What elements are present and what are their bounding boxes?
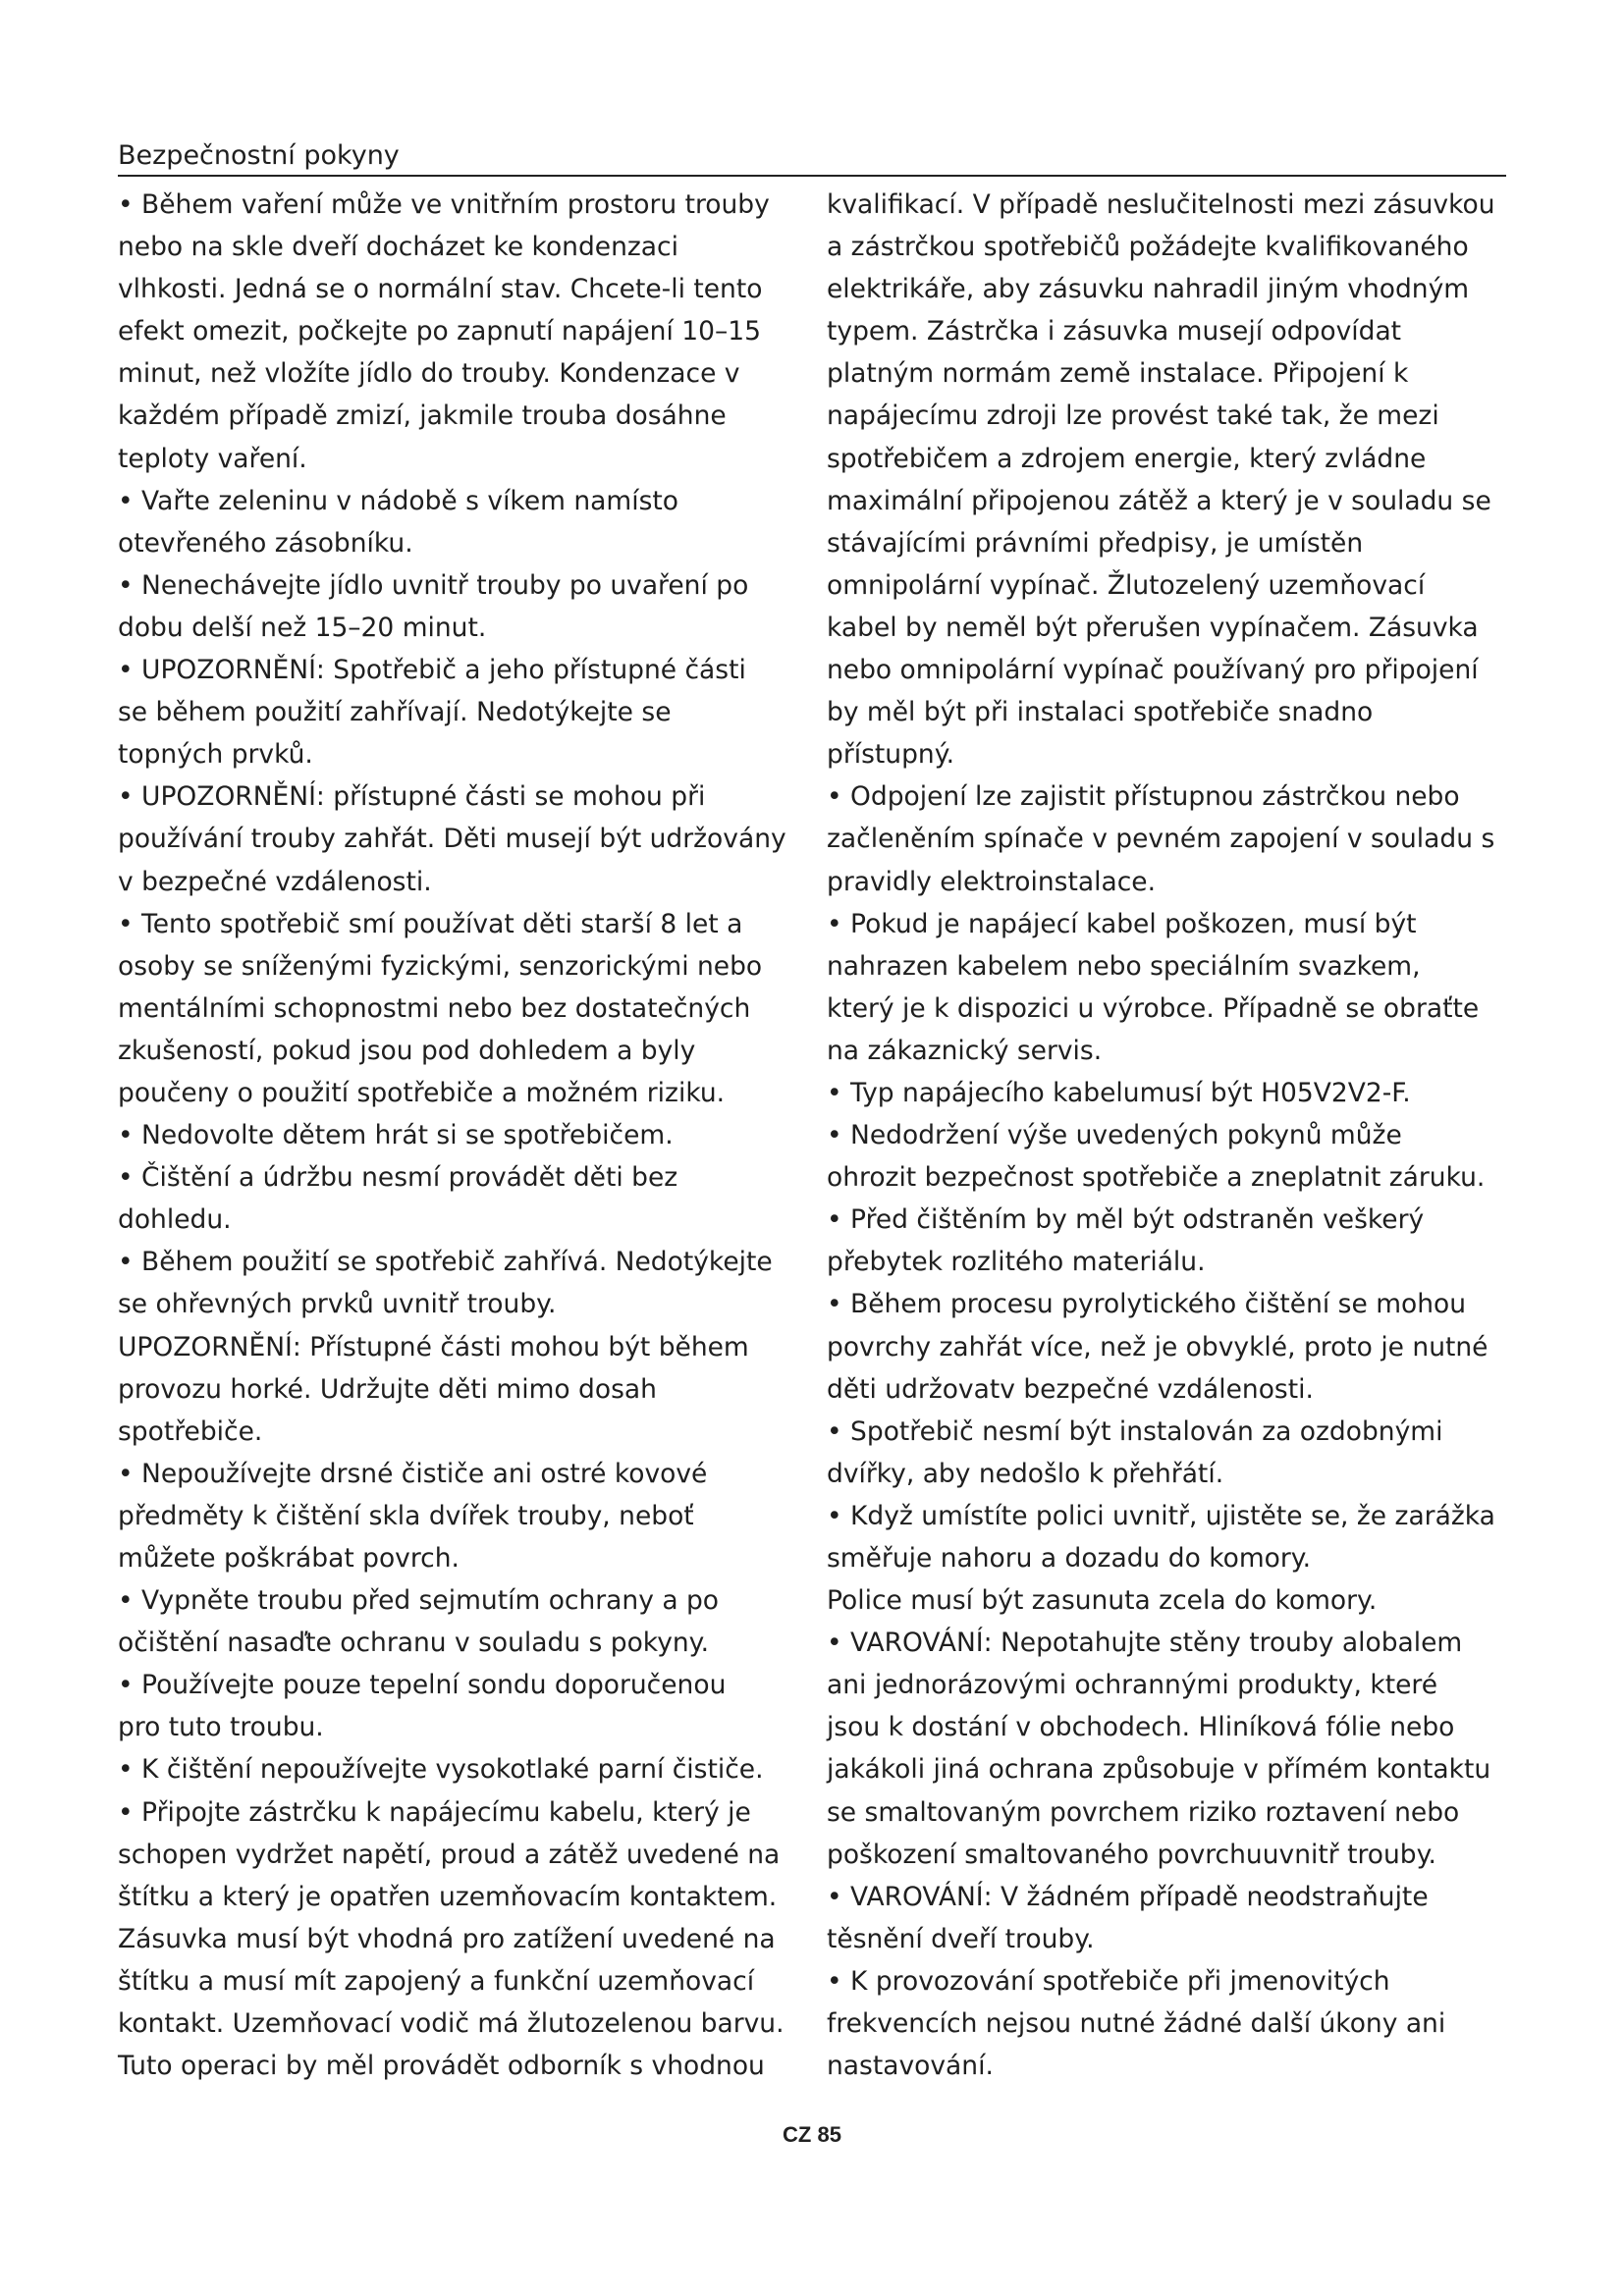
text-line: • Tento spotřebič smí používat děti starší 8 let a bbox=[118, 908, 743, 939]
text-line: • Nepoužívejte drsné čističe ani ostré kovové bbox=[118, 1458, 708, 1489]
text-line: štítku a který je opatřen uzemňovacím kontaktem. bbox=[118, 1881, 778, 1912]
text-line: a zástrčkou spotřebičů požádejte kvalifikovaného bbox=[827, 232, 1469, 263]
text-line: minut, než vložíte jídlo do trouby. Kondenzace v bbox=[118, 358, 740, 390]
text-line: děti udržovatv bezpečné vzdálenosti. bbox=[827, 1373, 1314, 1405]
text-line: přebytek rozlitého materiálu. bbox=[827, 1247, 1206, 1278]
text-line: • Nedovolte dětem hrát si se spotřebičem. bbox=[118, 1120, 674, 1151]
text-line: frekvencích nejsou nutné žádné další úkony ani bbox=[827, 2008, 1446, 2040]
text-line: schopen vydržet napětí, proud a zátěž uvedené na bbox=[118, 1839, 781, 1870]
text-line: omnipolární vypínač. Žlutozelený uzemňovací bbox=[827, 569, 1426, 601]
text-line: kabel by neměl být přerušen vypínačem. Zásuvka bbox=[827, 612, 1479, 643]
text-line: nebo omnipolární vypínač používaný pro připojení bbox=[827, 655, 1479, 686]
text-line: osoby se sníženými fyzickými, senzorickými nebo bbox=[118, 950, 763, 982]
text-line: těsnění dveří trouby. bbox=[827, 1923, 1095, 1954]
text-line: • UPOZORNĚNÍ: přístupné části se mohou při bbox=[118, 781, 706, 813]
text-line: • Vypněte troubu před sejmutím ochrany a po bbox=[118, 1585, 720, 1617]
text-line: dobu delší než 15–20 minut. bbox=[118, 612, 487, 643]
text-line: • UPOZORNĚNÍ: Spotřebič a jeho přístupné části bbox=[118, 655, 746, 686]
text-line: štítku a musí mít zapojený a funkční uzemňovací bbox=[118, 1965, 755, 1997]
page-header bbox=[118, 133, 1506, 177]
text-line: • Typ napájecího kabelumusí být H05V2V2-F. bbox=[827, 1077, 1411, 1108]
text-line: dohledu. bbox=[118, 1204, 232, 1236]
text-line: vlhkosti. Jedná se o normální stav. Chcete-li tento bbox=[118, 274, 763, 305]
text-line: UPOZORNĚNÍ: Přístupné části mohou být během bbox=[118, 1331, 749, 1362]
text-line: jsou k dostání v obchodech. Hliníková fólie nebo bbox=[827, 1712, 1455, 1743]
text-line: se smaltovaným povrchem riziko roztavení nebo bbox=[827, 1796, 1460, 1828]
text-line: používání trouby zahřát. Děti musejí být udržovány bbox=[118, 824, 786, 855]
text-line: Police musí být zasunuta zcela do komory. bbox=[827, 1585, 1378, 1617]
text-line: jakákoli jiná ochrana způsobuje v přímém kontaktu bbox=[827, 1754, 1491, 1786]
page-title: Bezpečnostní pokyny bbox=[118, 140, 400, 171]
text-line: se během použití zahřívají. Nedotýkejte se bbox=[118, 697, 672, 728]
text-line: kvalifikací. V případě neslučitelnosti mezi zásuvkou bbox=[827, 189, 1495, 220]
text-line: směřuje nahoru a dozadu do komory. bbox=[827, 1543, 1312, 1574]
text-line: • Používejte pouze tepelní sondu doporučenou bbox=[118, 1670, 727, 1701]
text-line: • VAROVÁNÍ: Nepotahujte stěny trouby alobalem bbox=[827, 1628, 1463, 1659]
text-line: kontakt. Uzemňovací vodič má žlutozelenou barvu. bbox=[118, 2008, 785, 2040]
text-line: můžete poškrábat povrch. bbox=[118, 1543, 460, 1574]
text-line: provozu horké. Udržujte děti mimo dosah bbox=[118, 1373, 657, 1405]
text-line: očištění nasaďte ochranu v souladu s pokyny. bbox=[118, 1628, 710, 1659]
page-number: CZ 85 bbox=[783, 2122, 841, 2147]
text-line: otevřeného zásobníku. bbox=[118, 527, 413, 559]
text-line: • K provozování spotřebiče při jmenovitých bbox=[827, 1965, 1390, 1997]
text-line: nahrazen kabelem nebo speciálním svazkem, bbox=[827, 950, 1421, 982]
text-line: topných prvků. bbox=[118, 739, 313, 771]
text-line: napájecímu zdroji lze provést také tak, že mezi bbox=[827, 400, 1439, 432]
text-line: • Během použití se spotřebič zahřívá. Nedotýkejte bbox=[118, 1247, 773, 1278]
text-line: maximální připojenou zátěž a který je v souladu se bbox=[827, 485, 1491, 516]
text-line: předměty k čištění skla dvířek trouby, neboť bbox=[118, 1500, 694, 1531]
text-line: • Vařte zeleninu v nádobě s víkem namísto bbox=[118, 485, 678, 516]
text-line: ohrozit bezpečnost spotřebiče a zneplatnit záruku. bbox=[827, 1162, 1486, 1194]
text-line: by měl být při instalaci spotřebiče snadno bbox=[827, 697, 1374, 728]
left-column bbox=[118, 184, 817, 2087]
text-line: Tuto operaci by měl provádět odborník s vhodnou bbox=[118, 2051, 765, 2082]
text-line: • Během vaření může ve vnitřním prostoru trouby bbox=[118, 189, 770, 220]
text-line: nastavování. bbox=[827, 2051, 994, 2082]
text-line: ani jednorázovými ochrannými produkty, které bbox=[827, 1670, 1438, 1701]
text-line: • Pokud je napájecí kabel poškozen, musí být bbox=[827, 908, 1417, 939]
text-line: v bezpečné vzdálenosti. bbox=[118, 866, 432, 897]
text-line: • Připojte zástrčku k napájecímu kabelu, který je bbox=[118, 1796, 751, 1828]
text-line: • Před čištěním by měl být odstraněn veškerý bbox=[827, 1204, 1425, 1236]
text-line: efekt omezit, počkejte po zapnutí napájení 10–15 bbox=[118, 316, 761, 347]
text-line: • K čištění nepoužívejte vysokotlaké parní čističe. bbox=[118, 1754, 764, 1786]
text-line: se ohřevných prvků uvnitř trouby. bbox=[118, 1289, 557, 1320]
text-line: pro tuto troubu. bbox=[118, 1712, 324, 1743]
text-line: poučeny o použití spotřebiče a možném riziku. bbox=[118, 1077, 726, 1108]
text-line: elektrikáře, aby zásuvku nahradil jiným vhodným bbox=[827, 274, 1470, 305]
text-line: zkušeností, pokud jsou pod dohledem a byly bbox=[118, 1035, 696, 1066]
text-line: stávajícími právními předpisy, je umístěn bbox=[827, 527, 1364, 559]
text-line: spotřebiče. bbox=[118, 1415, 263, 1447]
text-line: pravidly elektroinstalace. bbox=[827, 866, 1157, 897]
text-line: dvířky, aby nedošlo k přehřátí. bbox=[827, 1458, 1224, 1489]
text-line: na zákaznický servis. bbox=[827, 1035, 1103, 1066]
text-line: • VAROVÁNÍ: V žádném případě neodstraňujte bbox=[827, 1881, 1429, 1912]
text-line: Zásuvka musí být vhodná pro zatížení uvedené na bbox=[118, 1923, 776, 1954]
text-line: teploty vaření. bbox=[118, 443, 307, 474]
text-line: nebo na skle dveří docházet ke kondenzaci bbox=[118, 232, 678, 263]
text-line: • Nenechávejte jídlo uvnitř trouby po uvaření po bbox=[118, 569, 749, 601]
text-line: • Nedodržení výše uvedených pokynů může bbox=[827, 1120, 1402, 1151]
text-line: • Když umístíte polici uvnitř, ujistěte se, že zarážka bbox=[827, 1500, 1495, 1531]
text-line: začleněním spínače v pevném zapojení v souladu s bbox=[827, 824, 1495, 855]
text-line: • Odpojení lze zajistit přístupnou zástrčkou nebo bbox=[827, 781, 1460, 813]
text-line: mentálními schopnostmi nebo bez dostatečných bbox=[118, 992, 751, 1024]
text-line: typem. Zástrčka i zásuvka musejí odpovídat bbox=[827, 316, 1402, 347]
text-line: který je k dispozici u výrobce. Případně se obraťte bbox=[827, 992, 1480, 1024]
text-line: • Čištění a údržbu nesmí provádět děti bez bbox=[118, 1162, 678, 1194]
text-line: platným normám země instalace. Připojení k bbox=[827, 358, 1409, 390]
text-line: spotřebičem a zdrojem energie, který zvládne bbox=[827, 443, 1427, 474]
text-line: povrchy zahřát více, než je obvyklé, proto je nutné bbox=[827, 1331, 1489, 1362]
text-line: každém případě zmizí, jakmile trouba dosáhne bbox=[118, 400, 727, 432]
text-line: • Spotřebič nesmí být instalován za ozdobnými bbox=[827, 1415, 1443, 1447]
right-column bbox=[827, 184, 1528, 2087]
text-line: přístupný. bbox=[827, 739, 955, 771]
text-line: poškození smaltovaného povrchuuvnitř trouby. bbox=[827, 1839, 1436, 1870]
text-line: • Během procesu pyrolytického čištění se mohou bbox=[827, 1289, 1467, 1320]
